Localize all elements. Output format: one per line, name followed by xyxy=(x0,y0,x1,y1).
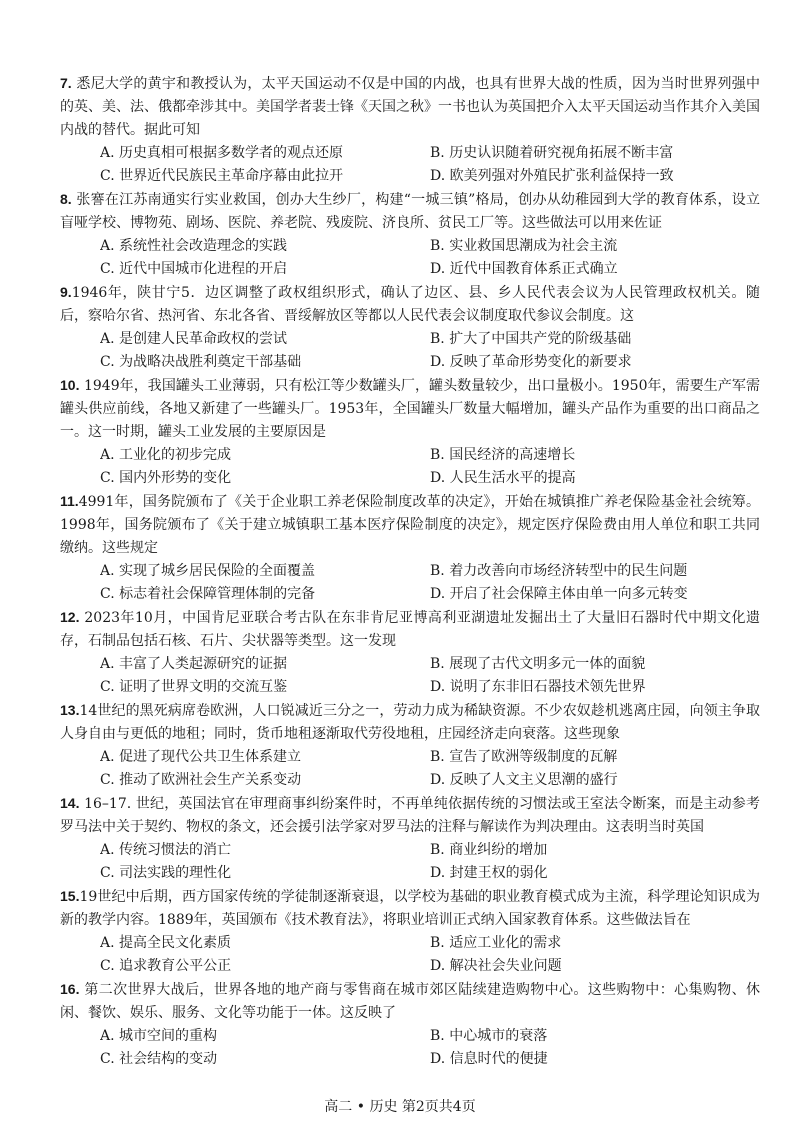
question-stem xyxy=(60,885,760,932)
option-a: A. 城市空间的重构 xyxy=(100,1028,218,1044)
option-a: A. 促进了现代公共卫生体系建立 xyxy=(100,749,302,765)
question-number: 9. xyxy=(60,284,72,300)
question-stem xyxy=(60,374,760,444)
question-stem xyxy=(60,699,760,746)
option-b: B. 着力改善向市场经济转型中的民生问题 xyxy=(430,563,688,579)
option-c: C. 推动了欧洲社会生产关系变动 xyxy=(100,772,302,788)
options-grid xyxy=(60,328,760,374)
option-a: A. 传统习惯法的消亡 xyxy=(100,842,232,858)
options-grid xyxy=(60,444,760,490)
options-grid xyxy=(60,653,760,699)
question-number: 15. xyxy=(60,888,80,904)
question-number: 16. xyxy=(60,981,80,997)
option-c: C. 世界近代民族民主革命序幕由此拉开 xyxy=(100,168,344,184)
page-footer: 高二 • 历史 第2页共4页 xyxy=(324,1099,476,1115)
option-a: A. 工业化的初步完成 xyxy=(100,447,232,463)
option-d: D. 人民生活水平的提高 xyxy=(430,470,576,486)
option-d: D. 解决社会失业问题 xyxy=(430,958,562,974)
question-text: 1949年，我国罐头工业薄弱，只有松江等少数罐头厂，罐头数量较少，出口量极小。1950年，需要生产军需罐头供应前线，各地又新建了一些罐头厂。1953年，全国罐头厂数量大幅增加，罐头产品作为重要的出口商品之一。这一时期，罐头工业发展的主要原因是 xyxy=(60,378,760,440)
options-grid xyxy=(60,560,760,606)
question-text: 14世纪的黑死病席卷欧洲，人口锐减近三分之一，劳动力成为稀缺资源。不少农奴趁机逃离庄园，向领主争取人身自由与更低的地租；同时，货币地租逐渐取代劳役地租，庄园经济走向衰落。这些现象 xyxy=(60,703,760,742)
option-b: B. 扩大了中国共产党的阶级基础 xyxy=(430,331,632,347)
options-grid xyxy=(60,746,760,792)
option-b: B. 展现了古代文明多元一体的面貌 xyxy=(430,656,646,672)
option-d: D. 开启了社会保障主体由单一向多元转变 xyxy=(430,586,688,602)
option-d: D. 欧美列强对外殖民扩张利益保持一致 xyxy=(430,168,674,184)
question-stem xyxy=(60,281,760,328)
option-d: D. 近代中国教育体系正式确立 xyxy=(430,261,618,277)
options-grid xyxy=(60,1025,760,1071)
question-text: 4991年，国务院颁布了《关于企业职工养老保险制度改革的决定》，开始在城镇推广养老保险基金社会统筹。1998年，国务院颁布了《关于建立城镇职工基本医疗保险制度的决定》，规定医疗保险费由用人单位和职工共同缴纳。这些规定 xyxy=(60,494,760,556)
question-number: 14. xyxy=(60,795,80,811)
question-text: 16–17. 世纪，英国法官在审理商事纠纷案件时，不再单纯依据传统的习惯法或王室法令断案，而是主动参考罗马法中关于契约、物权的条文，还会援引法学家对罗马法的注释与解读作为判决理由。这表明当时英国 xyxy=(60,796,760,835)
question-text: 张謇在江苏南通实行实业救国，创办大生纱厂，构建“一城三镇”格局，创办从幼稚园到大学的教育体系，设立盲哑学校、博物苑、剧场、医院、养老院、残废院、济良所、贫民工厂等。这些做法可以用来佐证 xyxy=(60,192,760,231)
question-number: 12. xyxy=(60,609,80,625)
question-9 xyxy=(60,281,760,374)
option-c: C. 司法实践的理性化 xyxy=(100,865,232,881)
question-number: 13. xyxy=(60,702,80,718)
question-15 xyxy=(60,885,760,978)
options-grid xyxy=(60,839,760,885)
option-d: D. 反映了革命形势变化的新要求 xyxy=(430,354,632,370)
question-7 xyxy=(60,72,760,188)
option-c: C. 追求教育公平公正 xyxy=(100,958,232,974)
option-a: A. 提高全民文化素质 xyxy=(100,935,232,951)
option-c: C. 证明了世界文明的交流互鉴 xyxy=(100,679,288,695)
options-grid xyxy=(60,235,760,281)
question-10 xyxy=(60,374,760,490)
question-number: 7. xyxy=(60,75,72,91)
option-c: C. 社会结构的变动 xyxy=(100,1051,218,1067)
option-a: A. 历史真相可根据多数学者的观点还原 xyxy=(100,145,344,161)
question-number: 11. xyxy=(60,493,79,509)
question-number: 8. xyxy=(60,191,72,207)
question-11 xyxy=(60,490,760,606)
question-14 xyxy=(60,792,760,885)
question-stem xyxy=(60,72,760,142)
option-c: C. 近代中国城市化进程的开启 xyxy=(100,261,288,277)
question-12 xyxy=(60,606,760,699)
option-a: A. 是创建人民革命政权的尝试 xyxy=(100,331,288,347)
options-grid xyxy=(60,932,760,978)
option-c: C. 标志着社会保障管理体制的完备 xyxy=(100,586,316,602)
question-stem xyxy=(60,188,760,235)
option-d: D. 说明了东非旧石器技术领先世界 xyxy=(430,679,646,695)
option-c: C. 国内外形势的变化 xyxy=(100,470,232,486)
option-b: B. 中心城市的衰落 xyxy=(430,1028,548,1044)
question-stem xyxy=(60,792,760,839)
question-16 xyxy=(60,978,760,1071)
option-d: D. 封建王权的弱化 xyxy=(430,865,548,881)
question-13 xyxy=(60,699,760,792)
question-stem xyxy=(60,606,760,653)
question-text: 悉尼大学的黄宇和教授认为，太平天国运动不仅是中国的内战，也具有世界大战的性质，因为当时世界列强中的英、美、法、俄都牵涉其中。美国学者裴士锋《天国之秋》一书也认为英国把介入太平天国运动当作其介入美国内战的替代。据此可知 xyxy=(60,76,760,138)
option-b: B. 实业救国思潮成为社会主流 xyxy=(430,238,618,254)
option-d: D. 信息时代的便捷 xyxy=(430,1051,548,1067)
question-stem xyxy=(60,978,760,1025)
question-text: 19世纪中后期，西方国家传统的学徒制逐渐衰退，以学校为基础的职业教育模式成为主流，科学理论知识成为新的教学内容。1889年，英国颁布《技术教育法》，将职业培训正式纳入国家教育体系。这些做法旨在 xyxy=(60,889,760,928)
question-number: 10. xyxy=(60,377,80,393)
question-text: 2023年10月，中国肯尼亚联合考古队在东非肯尼亚博高利亚湖遗址发掘出土了大量旧石器时代中期文化遗存，石制品包括石核、石片、尖状器等类型。这一发现 xyxy=(60,610,760,649)
option-d: D. 反映了人文主义思潮的盛行 xyxy=(430,772,618,788)
option-a: A. 实现了城乡居民保险的全面覆盖 xyxy=(100,563,316,579)
option-b: B. 宣告了欧洲等级制度的瓦解 xyxy=(430,749,618,765)
question-8 xyxy=(60,188,760,281)
option-b: B. 历史认识随着研究视角拓展不断丰富 xyxy=(430,145,674,161)
option-c: C. 为战略决战胜利奠定干部基础 xyxy=(100,354,302,370)
question-text: 第二次世界大战后，世界各地的地产商与零售商在城市郊区陆续建造购物中心。这些购物中：心集购物、休闲、餐饮、娱乐、服务、文化等功能于一体。这反映了 xyxy=(60,982,761,1021)
options-grid xyxy=(60,142,760,188)
question-text: 1946年，陕甘宁5．边区调整了政权组织形式，确认了边区、县、乡人民代表会议为人民管理政权机关。随后，察哈尔省、热河省、东北各省、晋绥解放区等都以人民代表会议制度取代参议会制度。这 xyxy=(60,285,760,324)
option-a: A. 丰富了人类起源研究的证据 xyxy=(100,656,288,672)
option-b: B. 商业纠纷的增加 xyxy=(430,842,548,858)
option-b: B. 国民经济的高速增长 xyxy=(430,447,576,463)
option-a: A. 系统性社会改造理念的实践 xyxy=(100,238,288,254)
question-stem xyxy=(60,490,760,560)
option-b: B. 适应工业化的需求 xyxy=(430,935,562,951)
exam-page xyxy=(60,72,760,1071)
